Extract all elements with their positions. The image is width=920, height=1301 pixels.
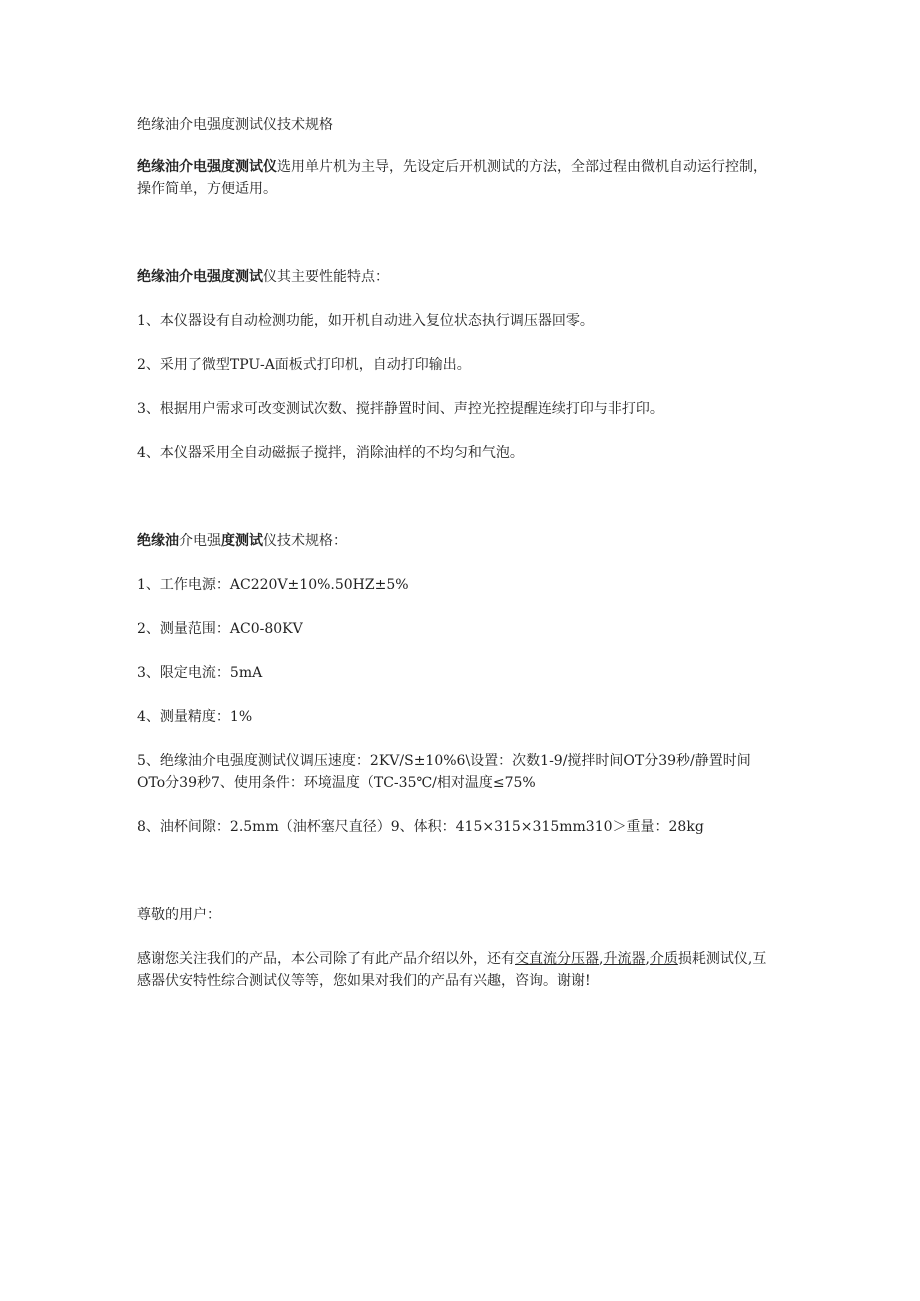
features-heading-bold: 绝缘油介电强度测试 [137, 269, 263, 285]
intro-product-name: 绝缘油介电强度测试仪 [137, 159, 277, 175]
feature-item: 4、本仪器采用全自动磁振子搅拌，消除油样的不均匀和气泡。 [137, 445, 524, 461]
closing-separator: , [645, 951, 650, 967]
closing-greeting: 尊敬的用户： [137, 907, 221, 923]
spec-item: 4、测量精度：1% [137, 709, 253, 725]
closing-paragraph [137, 948, 777, 992]
closing-separator: , [599, 951, 604, 967]
document-page [137, 114, 777, 992]
spec-item: 3、限定电流：5mA [137, 665, 263, 681]
spec-item: 8、油杯间隙：2.5mm（油杯塞尺直径）9、体积：415×315×315mm310＞重量：28kg [137, 819, 704, 835]
features-heading [137, 266, 777, 288]
intro-text: 选用单片机为主导，先设定后开机测试的方法，全部过程由微机自动运行控制，操作简单，方便适用。 [137, 159, 767, 197]
specs-heading-bold-2: 度测试 [221, 533, 263, 549]
link-current-booster[interactable]: 升流器 [603, 951, 646, 967]
document-title: 绝缘油介电强度测试仪技术规格 [137, 117, 333, 133]
spec-item: 5、绝缘油介电强度测试仪调压速度：2KV/S±10%6\设置：次数1-9/搅拌时间OT分39秒/静置时间OTo分39秒7、使用条件：环境温度（TC-35℃/相对温度≤75% [137, 753, 751, 791]
closing-text-1: 感谢您关注我们的产品，本公司除了有此产品介绍以外，还有 [137, 951, 515, 967]
feature-item: 3、根据用户需求可改变测试次数、搅拌静置时间、声控光控提醒连续打印与非打印。 [137, 401, 664, 417]
spec-item: 2、测量范围：AC0-80KV [137, 621, 303, 637]
intro-paragraph [137, 156, 777, 200]
closing-text-2: 损耗测试仪,互感器伏安特性综合测试仪等等，您如果对我们的产品有兴趣，咨询。谢谢! [137, 951, 767, 989]
specs-heading-bold-1: 绝缘油 [137, 533, 179, 549]
feature-item: 1、本仪器设有自动检测功能，如开机自动进入复位状态执行调压器回零。 [137, 313, 594, 329]
features-heading-text: 仪其主要性能特点： [263, 269, 389, 285]
specs-heading [137, 530, 777, 552]
spec-item: 1、工作电源：AC220V±10%.50HZ±5% [137, 577, 409, 593]
link-divider[interactable]: 交直流分压器 [515, 951, 599, 967]
link-dielectric[interactable]: 介质 [649, 951, 678, 967]
feature-item: 2、采用了微型TPU-A面板式打印机，自动打印输出。 [137, 357, 471, 373]
specs-heading-text-1: 介电强 [179, 533, 221, 549]
specs-heading-text-2: 仪技术规格： [263, 533, 347, 549]
